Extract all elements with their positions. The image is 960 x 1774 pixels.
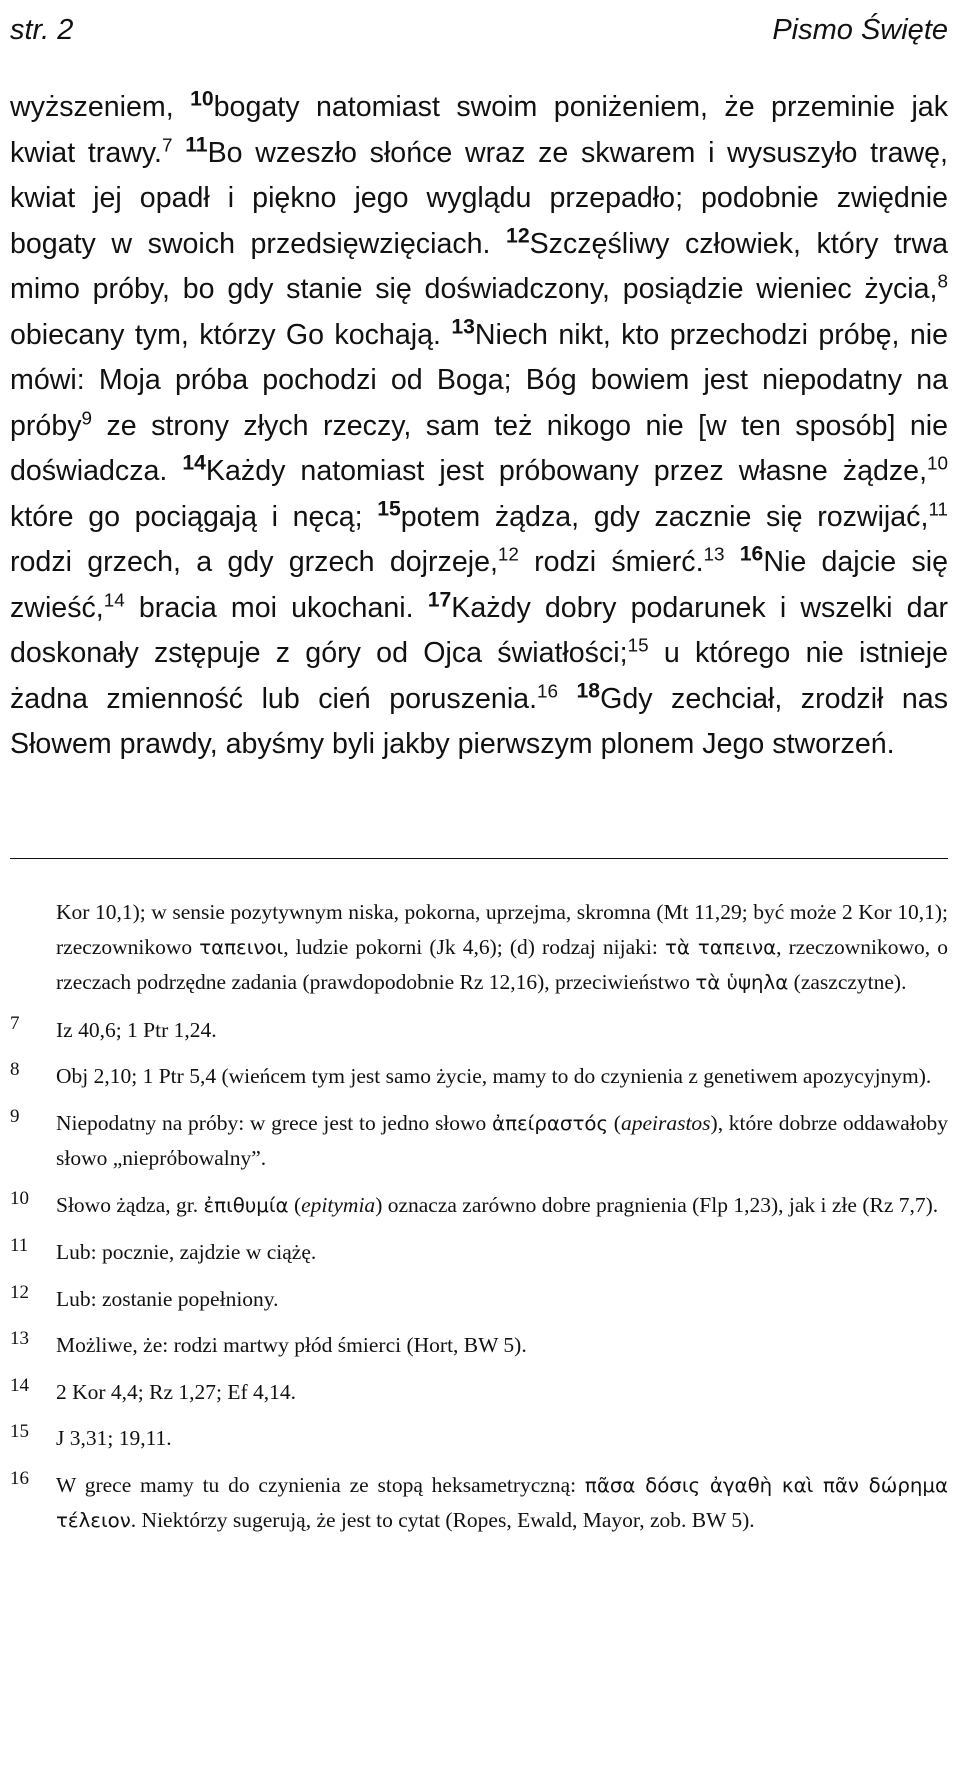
text-run: (zaszczytne). — [788, 970, 907, 994]
text-run: Słowo żądza, gr. — [56, 1192, 204, 1217]
text-run: wyższeniem, — [10, 91, 191, 123]
footnote-marker: 7 — [162, 134, 173, 156]
text-run — [558, 683, 577, 715]
scripture-text — [10, 85, 948, 768]
footnote-marker: 11 — [928, 498, 949, 520]
footnote-marker: 12 — [497, 543, 519, 565]
verse-number: 16 — [739, 542, 764, 566]
greek-term: ἀπείραστός — [492, 1111, 609, 1135]
footnote-text — [56, 1282, 948, 1317]
footnote-number: 9 — [10, 1105, 20, 1127]
text-run: , rzeczownikowo, o rzeczach podrzędne zadania (prawdopodobnie Rz 12,16), przeciwieństwo — [56, 934, 948, 994]
text-run: ), które dobrze oddawałoby słowo „nieprόbowalny”. — [56, 1110, 948, 1170]
greek-term: ταπεινοι — [199, 935, 284, 959]
footnote-number: 11 — [10, 1235, 29, 1256]
page-number: str. 2 — [10, 14, 74, 46]
text-run: W grece mamy tu do czynienia ze stopą heksametryczną: — [56, 1472, 585, 1497]
footnote — [10, 1328, 948, 1363]
greek-term: τὰ ὑψηλα — [695, 971, 789, 994]
footnote-text — [56, 1188, 948, 1224]
text-run: Nie dajcie się zwieść, — [10, 546, 949, 624]
footnote — [10, 1235, 948, 1270]
footnote-number: 10 — [10, 1187, 29, 1209]
footnote — [10, 1013, 948, 1048]
footnote-text — [56, 1106, 948, 1176]
text-run: rodzi śmierć. — [518, 546, 704, 578]
footnote-text — [56, 895, 948, 1001]
text-run: ze strony złych rzeczy, sam też nikogo nie [w ten sposób] nie doświadcza. — [10, 409, 948, 487]
running-title: Pismo Święte — [772, 14, 948, 46]
text-run: , ludzie pokorni (Jk 4,6); (d) rodzaj nijaki: — [283, 934, 665, 959]
text-run: Obj 2,10; 1 Ptr 5,4 (wieńcem tym jest samo życie, mamy to do czynienia z genetiwem apozycyjnym). — [56, 1064, 932, 1088]
text-run: Niepodatny na próby: w grece jest to jedno słowo — [56, 1110, 493, 1135]
footnote-marker: 8 — [937, 270, 948, 292]
text-run: ( — [288, 1192, 302, 1217]
footnote-number: 16 — [10, 1467, 29, 1489]
footnote-text — [56, 1235, 948, 1270]
text-run: Lub: pocznie, zajdzie w ciążę. — [56, 1240, 317, 1264]
footnote-number: 14 — [10, 1374, 29, 1396]
footnote-marker: 9 — [81, 407, 93, 429]
footnote-separator — [10, 858, 948, 859]
footnote-number: 8 — [10, 1059, 20, 1080]
greek-term: τὰ ταπεινα — [664, 935, 777, 959]
verse-number: 17 — [427, 587, 452, 611]
text-run: rodzi grzech, a gdy grzech dojrzeje, — [10, 546, 498, 578]
verse-number: 15 — [377, 496, 401, 520]
footnote-text — [56, 1328, 948, 1363]
footnote-marker: 16 — [537, 680, 559, 702]
text-run: Każdy natomiast jest próbowany przez własne żądze, — [205, 455, 928, 487]
footnote-number: 7 — [10, 1012, 20, 1034]
verse-number: 11 — [185, 132, 208, 156]
text-run: Szczęśliwy człowiek, który trwa mimo próby, bo gdy stanie się doświadczony, posiądzie wieniec życia, — [10, 227, 949, 305]
verse-number: 14 — [182, 451, 206, 475]
footnote — [10, 1282, 948, 1317]
text-run: Gdy zechciał, zrodził nas Słowem prawdy, abyśmy byli jakby pierwszym plonem Jego stworzeń. — [10, 682, 949, 760]
text-run: bogaty natomiast swoim poniżeniem, że przeminie jak kwiat trawy. — [10, 91, 949, 169]
footnote-number: 12 — [10, 1281, 29, 1303]
text-run: obiecany tym, którzy Go kochają. — [10, 318, 452, 351]
footnotes — [10, 895, 948, 1551]
text-run: Każdy dobry podarunek i wszelki dar doskonały zstępuje z góry od Ojca światłości; — [10, 591, 948, 669]
footnote-text — [56, 1421, 948, 1456]
text-run: ( — [608, 1110, 621, 1135]
footnote — [10, 1375, 948, 1410]
text-run: J 3,31; 19,11. — [56, 1426, 172, 1450]
text-run: ) oznacza zarówno dobre pragnienia (Flp 1,23), jak i złe (Rz 7,7). — [375, 1192, 939, 1217]
text-run: Możliwe, że: rodzi martwy płód śmierci (Hort, BW 5). — [56, 1333, 527, 1357]
transliteration: apeirastos — [620, 1110, 711, 1135]
greek-term: ἐπιθυμία — [203, 1193, 289, 1217]
footnote-number: 13 — [10, 1328, 29, 1349]
text-run: . Niektórzy sugerują, że jest to cytat (Ropes, Ewald, Mayor, zob. BW 5). — [130, 1508, 755, 1532]
text-run: Kor 10,1); w sensie pozytywnym niska, pokorna, uprzejma, skromna (Mt 11,29; być może 2 Kor 10,1); rzeczownikowo — [56, 900, 948, 959]
verse-number: 18 — [576, 678, 601, 702]
footnote — [10, 895, 948, 1001]
footnote-marker: 15 — [627, 634, 649, 656]
footnote-text — [56, 1013, 948, 1048]
footnote — [10, 1106, 948, 1176]
footnote-text — [56, 1468, 948, 1539]
verse-number: 12 — [506, 223, 530, 247]
text-run — [725, 546, 740, 578]
greek-term: πᾶσα δόσις ἀγαθὴ καὶ πᾶν δώρημα τέλειον — [56, 1473, 948, 1532]
footnote — [10, 1468, 948, 1539]
footnote-marker: 13 — [703, 543, 725, 565]
text-run: 2 Kor 4,4; Rz 1,27; Ef 4,14. — [56, 1379, 297, 1404]
footnote — [10, 1188, 948, 1224]
verse-number: 10 — [190, 87, 214, 111]
verse-number: 13 — [451, 314, 475, 338]
text-run: Bo wzeszło słońce wraz ze skwarem i wysuszyło trawę, kwiat jej opadł i piękno jego wyglądu przepadło; podobnie zwiędnie bogaty w swoich przedsięwzięciach. — [10, 136, 948, 260]
footnote-text — [56, 1375, 948, 1410]
text-run: u którego nie istnieje żadna zmienność lub cień poruszenia. — [10, 637, 949, 715]
text-run: Lub: zostanie popełniony. — [56, 1286, 279, 1311]
page-header — [10, 6, 948, 54]
text-run: Iz 40,6; 1 Ptr 1,24. — [56, 1017, 217, 1042]
footnote-marker: 14 — [103, 589, 125, 611]
text-run: potem żądza, gdy zacznie się rozwijać, — [400, 500, 929, 533]
transliteration: epitymia — [301, 1192, 376, 1217]
footnote — [10, 1059, 948, 1094]
footnote — [10, 1421, 948, 1456]
text-run: Niech nikt, kto przechodzi próbę, nie mówi: Moja próba pochodzi od Boga; Bóg bowiem jest niepodatny na próby — [10, 318, 948, 442]
text-run: bracia moi ukochani. — [124, 591, 428, 624]
footnote-text — [56, 1059, 948, 1094]
text-run — [173, 137, 186, 169]
text-run: które go pociągają i nęcą; — [10, 500, 378, 533]
footnote-number: 15 — [10, 1421, 29, 1442]
footnote-marker: 10 — [927, 452, 949, 474]
